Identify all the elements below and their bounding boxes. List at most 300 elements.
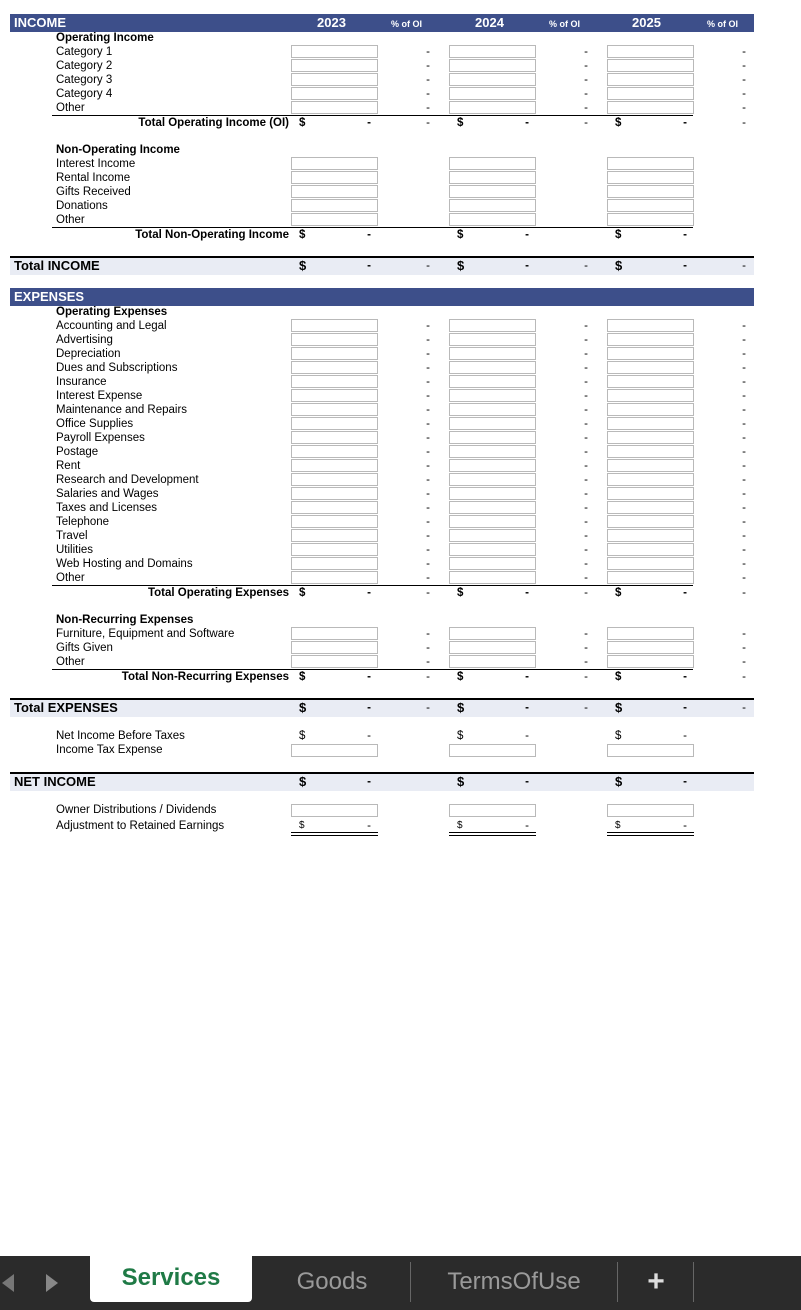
pct-value: -: [584, 432, 588, 444]
pct-value: -: [584, 362, 588, 374]
pct-value: -: [742, 558, 746, 570]
value-input[interactable]: [607, 501, 694, 514]
nibt-value: -: [367, 730, 371, 742]
pct-value: -: [742, 334, 746, 346]
value-input[interactable]: [291, 417, 378, 430]
currency-symbol: $: [299, 820, 305, 831]
pct-value: -: [584, 88, 588, 100]
pct-value: -: [742, 488, 746, 500]
tab-terms-of-use[interactable]: TermsOfUse: [447, 1268, 581, 1295]
currency-symbol: $: [457, 229, 464, 241]
pct-value: -: [742, 656, 746, 668]
value-input[interactable]: [291, 87, 378, 100]
nibt-value: -: [525, 730, 529, 742]
section-subtitle: Operating Expenses: [56, 306, 168, 318]
value-input[interactable]: [291, 199, 378, 212]
value-input[interactable]: [291, 319, 378, 332]
value-input[interactable]: [291, 101, 378, 114]
value-input[interactable]: [607, 487, 694, 500]
value-input[interactable]: [449, 171, 536, 184]
value-input[interactable]: [291, 185, 378, 198]
grand-total-value: -: [525, 776, 529, 788]
pct-value: -: [584, 334, 588, 346]
nibt-value: -: [683, 730, 687, 742]
distribution-input[interactable]: [607, 804, 694, 817]
value-input[interactable]: [291, 403, 378, 416]
value-input[interactable]: [607, 319, 694, 332]
value-input[interactable]: [607, 213, 694, 226]
pct-value: -: [584, 390, 588, 402]
value-input[interactable]: [449, 59, 536, 72]
value-input[interactable]: [607, 557, 694, 570]
row-label: Insurance: [56, 376, 107, 388]
value-input[interactable]: [607, 347, 694, 360]
pct-value: -: [584, 404, 588, 416]
total-value: -: [367, 671, 371, 683]
pct-value: -: [742, 702, 746, 714]
total-value: -: [367, 229, 371, 241]
row-label: Category 4: [56, 88, 113, 100]
row-label: Other: [56, 214, 85, 226]
row-label: Office Supplies: [56, 418, 134, 430]
value-input[interactable]: [607, 641, 694, 654]
value-input[interactable]: [449, 487, 536, 500]
pct-value: -: [426, 260, 430, 272]
tab-divider: [693, 1262, 694, 1302]
row-label: Category 3: [56, 74, 113, 86]
add-sheet-button[interactable]: +: [647, 1265, 665, 1298]
total-value: -: [683, 671, 687, 683]
currency-symbol: $: [615, 671, 622, 683]
value-input[interactable]: [291, 333, 378, 346]
total-value: -: [525, 671, 529, 683]
section-subtitle: Operating Income: [56, 32, 154, 44]
currency-symbol: $: [457, 700, 465, 715]
pct-value: -: [426, 102, 430, 114]
currency-symbol: $: [615, 229, 622, 241]
tax-input[interactable]: [449, 744, 536, 757]
income-header-bar: [10, 14, 754, 32]
pct-value: -: [426, 642, 430, 654]
pct-value: -: [584, 460, 588, 472]
double-underline: [607, 832, 694, 836]
row-label: Travel: [56, 530, 88, 542]
value-input[interactable]: [291, 529, 378, 542]
value-input[interactable]: [607, 171, 694, 184]
value-input[interactable]: [449, 529, 536, 542]
value-input[interactable]: [291, 487, 378, 500]
value-input[interactable]: [449, 501, 536, 514]
pct-value: -: [584, 418, 588, 430]
total-label: Total Operating Income (OI): [138, 117, 289, 129]
total-value: -: [525, 117, 529, 129]
double-underline: [291, 832, 378, 836]
adjustment-value: -: [525, 820, 529, 832]
value-input[interactable]: [607, 571, 694, 584]
pct-value: -: [426, 376, 430, 388]
pct-value: -: [426, 348, 430, 360]
value-input[interactable]: [449, 473, 536, 486]
pct-value: -: [584, 260, 588, 272]
value-input[interactable]: [607, 529, 694, 542]
pct-value: -: [584, 502, 588, 514]
pct-value: -: [742, 88, 746, 100]
pct-value: -: [742, 474, 746, 486]
grand-total-value: -: [525, 260, 529, 272]
value-input[interactable]: [291, 361, 378, 374]
pct-value: -: [584, 558, 588, 570]
pct-value: -: [584, 572, 588, 584]
pct-value: -: [426, 702, 430, 714]
total-label: Total Non-Operating Income: [135, 229, 289, 241]
pct-value: -: [742, 530, 746, 542]
sheet-tab-bar: [0, 1256, 801, 1310]
grand-total-value: -: [683, 702, 687, 714]
value-input[interactable]: [607, 459, 694, 472]
pct-value: -: [426, 656, 430, 668]
value-input[interactable]: [291, 59, 378, 72]
row-label: Interest Income: [56, 158, 136, 170]
currency-symbol: $: [299, 671, 306, 683]
row-label: Advertising: [56, 334, 113, 346]
value-input[interactable]: [607, 87, 694, 100]
value-input[interactable]: [607, 185, 694, 198]
pct-value: -: [426, 74, 430, 86]
pct-value: -: [742, 117, 746, 129]
pct-value: -: [584, 587, 588, 599]
pct-value: -: [742, 446, 746, 458]
value-input[interactable]: [291, 543, 378, 556]
value-input[interactable]: [607, 515, 694, 528]
tab-services[interactable]: Services: [90, 1256, 252, 1302]
total-value: -: [367, 117, 371, 129]
currency-symbol: $: [615, 117, 622, 129]
row-label: Donations: [56, 200, 108, 212]
row-label: Gifts Received: [56, 186, 131, 198]
row-label: Research and Development: [56, 474, 199, 486]
total-value: -: [525, 229, 529, 241]
value-input[interactable]: [449, 655, 536, 668]
value-input[interactable]: [449, 157, 536, 170]
value-input[interactable]: [291, 473, 378, 486]
value-input[interactable]: [449, 87, 536, 100]
value-input[interactable]: [607, 45, 694, 58]
pct-value: -: [584, 516, 588, 528]
pct-value: -: [426, 432, 430, 444]
pct-value: -: [584, 544, 588, 556]
pct-value: -: [426, 404, 430, 416]
value-input[interactable]: [607, 417, 694, 430]
row-label: Category 2: [56, 60, 113, 72]
pct-value: -: [742, 362, 746, 374]
value-input[interactable]: [449, 185, 536, 198]
row-label: Rent: [56, 460, 81, 472]
value-input[interactable]: [607, 375, 694, 388]
value-input[interactable]: [291, 627, 378, 640]
pct-value: -: [426, 474, 430, 486]
pct-value: -: [584, 474, 588, 486]
pct-value: -: [426, 334, 430, 346]
grand-total-label: Total INCOME: [14, 258, 100, 273]
pct-value: -: [426, 558, 430, 570]
value-input[interactable]: [291, 347, 378, 360]
pct-value: -: [584, 702, 588, 714]
pct-value: -: [584, 60, 588, 72]
value-input[interactable]: [291, 557, 378, 570]
value-input[interactable]: [449, 459, 536, 472]
value-input[interactable]: [291, 445, 378, 458]
pct-value: -: [584, 446, 588, 458]
adjustment-value: -: [367, 820, 371, 832]
row-label: Dues and Subscriptions: [56, 362, 178, 374]
year-header: 2025: [632, 15, 661, 30]
pct-value: -: [584, 642, 588, 654]
grand-total-value: -: [367, 260, 371, 272]
section-subtitle: Non-Operating Income: [56, 144, 180, 156]
value-input[interactable]: [449, 389, 536, 402]
value-input[interactable]: [449, 213, 536, 226]
scroll-right-icon[interactable]: [46, 1274, 58, 1292]
row-label: Telephone: [56, 516, 110, 528]
pct-value: -: [426, 446, 430, 458]
currency-symbol: $: [615, 730, 622, 742]
row-label: Interest Expense: [56, 390, 143, 402]
value-input[interactable]: [449, 45, 536, 58]
pct-value: -: [742, 376, 746, 388]
pct-value: -: [426, 572, 430, 584]
value-input[interactable]: [607, 157, 694, 170]
row-label: Other: [56, 656, 85, 668]
value-input[interactable]: [607, 59, 694, 72]
value-input[interactable]: [607, 403, 694, 416]
value-input[interactable]: [607, 473, 694, 486]
value-input[interactable]: [449, 101, 536, 114]
adjustment-value: -: [683, 820, 687, 832]
value-input[interactable]: [449, 199, 536, 212]
row-label: Depreciation: [56, 348, 121, 360]
pct-of-oi-header: % of OI: [549, 19, 580, 29]
grand-total-label: Total EXPENSES: [14, 700, 118, 715]
pct-value: -: [742, 432, 746, 444]
pct-value: -: [426, 502, 430, 514]
value-input[interactable]: [449, 445, 536, 458]
value-input[interactable]: [291, 641, 378, 654]
grand-total-value: -: [683, 260, 687, 272]
pct-value: -: [742, 572, 746, 584]
pct-value: -: [584, 46, 588, 58]
grand-total-value: -: [525, 702, 529, 714]
pct-of-oi-header: % of OI: [707, 19, 738, 29]
value-input[interactable]: [449, 627, 536, 640]
grand-total-value: -: [367, 702, 371, 714]
value-input[interactable]: [607, 445, 694, 458]
net-income-band: [10, 772, 754, 791]
pct-value: -: [426, 117, 430, 129]
double-underline: [449, 832, 536, 836]
pct-value: -: [742, 418, 746, 430]
currency-symbol: $: [457, 774, 465, 789]
pct-value: -: [584, 117, 588, 129]
value-input[interactable]: [449, 375, 536, 388]
pct-value: -: [584, 530, 588, 542]
value-input[interactable]: [291, 171, 378, 184]
value-input[interactable]: [291, 157, 378, 170]
pct-value: -: [426, 516, 430, 528]
tax-input[interactable]: [607, 744, 694, 757]
value-input[interactable]: [449, 347, 536, 360]
total-label: Total Operating Expenses: [147, 587, 289, 599]
tab-goods[interactable]: Goods: [296, 1268, 368, 1295]
value-input[interactable]: [291, 655, 378, 668]
total-value: -: [683, 117, 687, 129]
grand-total-value: -: [683, 776, 687, 788]
value-input[interactable]: [291, 213, 378, 226]
value-input[interactable]: [449, 431, 536, 444]
total-value: -: [683, 229, 687, 241]
pct-value: -: [584, 102, 588, 114]
value-input[interactable]: [449, 333, 536, 346]
row-label: Category 1: [56, 46, 113, 58]
currency-symbol: $: [299, 117, 306, 129]
value-input[interactable]: [607, 389, 694, 402]
value-input[interactable]: [291, 515, 378, 528]
year-header: 2023: [317, 15, 346, 30]
pct-value: -: [742, 642, 746, 654]
pct-value: -: [742, 404, 746, 416]
pct-value: -: [742, 320, 746, 332]
pct-value: -: [426, 418, 430, 430]
pct-value: -: [584, 628, 588, 640]
value-input[interactable]: [449, 403, 536, 416]
currency-symbol: $: [457, 730, 464, 742]
pct-value: -: [742, 390, 746, 402]
value-input[interactable]: [449, 557, 536, 570]
pct-value: -: [426, 488, 430, 500]
distribution-input[interactable]: [291, 804, 378, 817]
pct-value: -: [426, 60, 430, 72]
row-label: Gifts Given: [56, 642, 113, 654]
currency-symbol: $: [457, 671, 464, 683]
currency-symbol: $: [615, 258, 623, 273]
value-input[interactable]: [607, 627, 694, 640]
total-value: -: [683, 587, 687, 599]
currency-symbol: $: [457, 117, 464, 129]
value-input[interactable]: [291, 45, 378, 58]
pct-value: -: [584, 320, 588, 332]
pct-value: -: [584, 656, 588, 668]
value-input[interactable]: [291, 389, 378, 402]
value-input[interactable]: [291, 501, 378, 514]
currency-symbol: $: [615, 820, 621, 831]
row-label: Salaries and Wages: [56, 488, 159, 500]
value-input[interactable]: [449, 417, 536, 430]
currency-symbol: $: [299, 587, 306, 599]
pct-value: -: [426, 530, 430, 542]
value-input[interactable]: [291, 73, 378, 86]
value-input[interactable]: [607, 543, 694, 556]
value-input[interactable]: [607, 73, 694, 86]
row-label: Payroll Expenses: [56, 432, 145, 444]
pct-value: -: [426, 460, 430, 472]
section-title: EXPENSES: [14, 289, 85, 304]
value-input[interactable]: [291, 571, 378, 584]
pct-value: -: [742, 74, 746, 86]
value-input[interactable]: [291, 375, 378, 388]
pct-value: -: [742, 46, 746, 58]
value-input[interactable]: [607, 101, 694, 114]
section-title: INCOME: [14, 15, 66, 30]
grand-total-value: -: [367, 776, 371, 788]
total-label: Total Non-Recurring Expenses: [121, 671, 289, 683]
value-input[interactable]: [607, 655, 694, 668]
row-label: Rental Income: [56, 172, 131, 184]
pct-value: -: [426, 390, 430, 402]
value-input[interactable]: [607, 199, 694, 212]
pct-value: -: [742, 260, 746, 272]
value-input[interactable]: [291, 459, 378, 472]
expenses-header-bar: [10, 288, 754, 306]
pct-value: -: [742, 544, 746, 556]
distribution-input[interactable]: [449, 804, 536, 817]
currency-symbol: $: [299, 730, 306, 742]
pct-value: -: [584, 488, 588, 500]
pct-value: -: [426, 362, 430, 374]
pct-value: -: [742, 460, 746, 472]
total-income-band: [10, 256, 754, 275]
pct-value: -: [584, 671, 588, 683]
pct-value: -: [584, 348, 588, 360]
row-label: Income Tax Expense: [56, 744, 163, 756]
value-input[interactable]: [449, 73, 536, 86]
value-input[interactable]: [449, 571, 536, 584]
value-input[interactable]: [449, 641, 536, 654]
value-input[interactable]: [449, 319, 536, 332]
pct-value: -: [584, 74, 588, 86]
pct-value: -: [742, 102, 746, 114]
value-input[interactable]: [607, 361, 694, 374]
value-input[interactable]: [449, 515, 536, 528]
pct-value: -: [742, 502, 746, 514]
pct-value: -: [426, 544, 430, 556]
pct-value: -: [742, 348, 746, 360]
pct-value: -: [426, 46, 430, 58]
row-label: Maintenance and Repairs: [56, 404, 188, 416]
tax-input[interactable]: [291, 744, 378, 757]
value-input[interactable]: [607, 431, 694, 444]
currency-symbol: $: [299, 774, 307, 789]
row-label: Taxes and Licenses: [56, 502, 158, 514]
scroll-left-icon[interactable]: [2, 1274, 14, 1292]
pct-value: -: [426, 88, 430, 100]
value-input[interactable]: [449, 361, 536, 374]
pct-value: -: [426, 628, 430, 640]
row-label: Other: [56, 572, 85, 584]
currency-symbol: $: [299, 229, 306, 241]
row-label: Postage: [56, 446, 99, 458]
value-input[interactable]: [291, 431, 378, 444]
pct-value: -: [742, 671, 746, 683]
row-label: Other: [56, 102, 85, 114]
row-label: Utilities: [56, 544, 94, 556]
currency-symbol: $: [299, 700, 307, 715]
value-input[interactable]: [607, 333, 694, 346]
pct-value: -: [584, 376, 588, 388]
currency-symbol: $: [615, 700, 623, 715]
pct-value: -: [742, 587, 746, 599]
value-input[interactable]: [449, 543, 536, 556]
total-value: -: [525, 587, 529, 599]
pct-value: -: [426, 320, 430, 332]
